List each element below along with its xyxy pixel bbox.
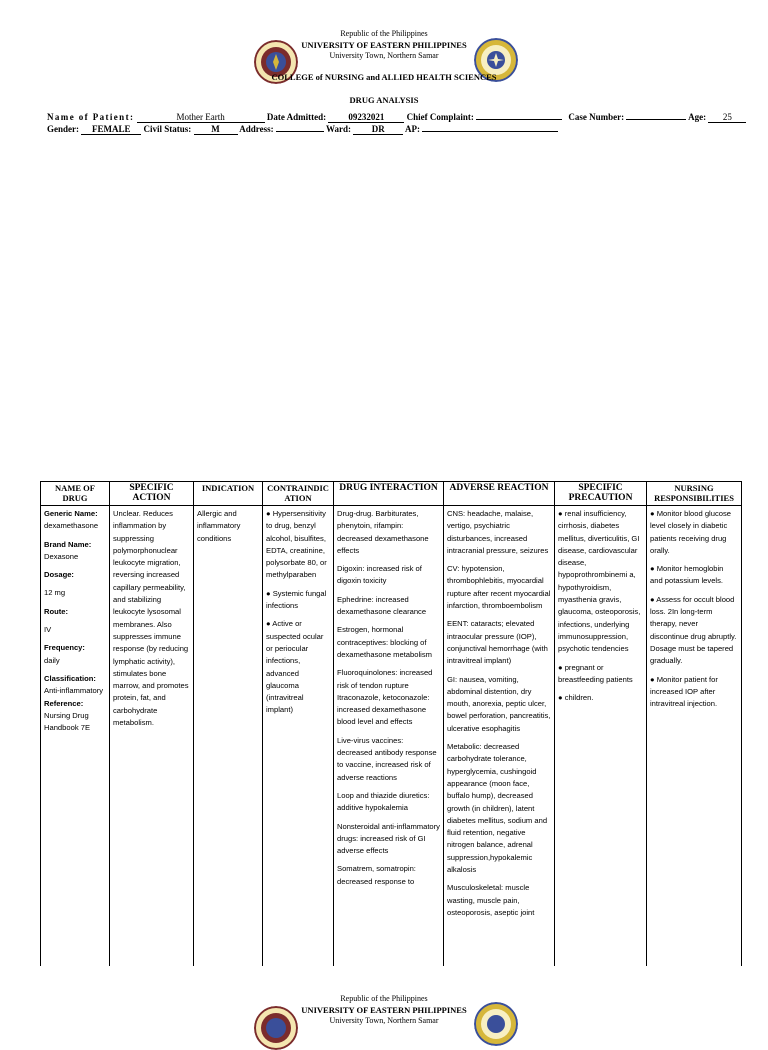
ward-value: DR <box>353 124 403 135</box>
university-location: University Town, Northern Samar <box>329 51 439 60</box>
list-item: Metabolic: decreased carbohydrate tolerance, hyperglycemia, cushingoid appearance (moon face, buffalo hump), decreased growth (in children), latent diabetes mellitus, sodium and fluid retention, negative nitrogen balance, adrenal suppression,hypokalemic alkalosis <box>447 742 548 875</box>
university-name: UNIVERSITY OF EASTERN PHILIPPINES <box>301 40 467 50</box>
date-admitted-value: 09232021 <box>328 112 404 123</box>
cell-specific-precaution <box>555 506 647 967</box>
list-item: CNS: headache, malaise, vertigo, psychiatric disturbances, increased intracranial pressure, seizures <box>447 509 549 555</box>
university-location-page-2: University Town, Northern Samar <box>329 1016 439 1025</box>
chief-complaint-label: Chief Complaint: <box>406 112 474 122</box>
header-indication: INDICATION <box>194 482 263 506</box>
cell-specific-action <box>110 506 194 967</box>
drug-analysis-table <box>40 481 742 966</box>
list-item: ● Active or suspected ocular or periocular infections, advanced glaucoma (intravitreal implant) <box>266 619 324 715</box>
age-label: Age: <box>688 112 707 122</box>
date-admitted-label: Date Admitted: <box>266 112 327 122</box>
list-item: ● Hypersensitivity to drug, benzyl alcohol, bisulfites, EDTA, creatinine, polysorbate 80, or methylparaben <box>266 509 327 580</box>
list-item: ● children. <box>558 693 594 703</box>
address-label: Address: <box>239 124 274 134</box>
brand-name-value: Dexasone <box>44 551 79 561</box>
cell-drug-name <box>41 506 110 967</box>
table-header-row <box>41 482 742 506</box>
university-name-page-2: UNIVERSITY OF EASTERN PHILIPPINES <box>301 1005 467 1015</box>
indication-text: Allergic and inflammatory conditions <box>197 509 241 543</box>
header-specific-precaution: SPECIFIC PRECAUTION <box>555 482 647 506</box>
patient-row-1 <box>47 112 746 123</box>
patient-name-value: Mother Earth <box>137 112 265 123</box>
header-contraindication: CONTRAINDIC ATION <box>263 482 334 506</box>
brand-name-label: Brand Name: <box>44 539 92 549</box>
republic-line: Republic of the Philippines <box>340 29 428 38</box>
civil-status-label: Civil Status: <box>143 124 192 134</box>
patient-row-2 <box>47 124 558 135</box>
list-item: Nonsteroidal anti-inflammatory drugs: increased risk of GI adverse effects <box>337 821 440 856</box>
list-item: Estrogen, hormonal contraceptives: blocking of dexamethasone metabolism <box>337 625 432 659</box>
list-item: Ephedrine: increased dexamethasone clearance <box>337 594 427 617</box>
table-row <box>41 506 742 967</box>
cell-adverse-reaction <box>444 506 555 967</box>
case-number-value <box>626 119 686 120</box>
header-specific-action: SPECIFIC ACTION <box>110 482 194 506</box>
list-item: Loop and thiazide diuretics: additive hypokalemia <box>337 790 430 813</box>
list-item: Drug-drug. Barbiturates, phenytoin, rifampin: decreased dexamethasone effects <box>337 509 429 555</box>
header-nursing-responsibilities: NURSING RESPONSIBILITIES <box>647 482 742 506</box>
list-item: ● Monitor patient for increased IOP after intravitreal injection. <box>650 674 718 709</box>
address-value <box>276 131 324 132</box>
list-item: ● Assess for occult blood loss. 2In long-term therapy, never discontinue drug abruptly. Dosage must be tapered gradually. <box>650 594 737 666</box>
list-item: CV: hypotension, thrombophlebitis, myocardial rupture after recent myocardial infarction, thromboembolism <box>447 564 551 611</box>
specific-action-text: Unclear. Reduces inflammation by suppressing polymorphonuclear leukocyte migration, reversing increased capillary permeability, and stabilizing leukocyte lysosomal membranes. Also suppresses immune response (by reducing lymphatic activity), stimulates bone marrow, and promotes protein, fat, and carbohydrate metabolism. <box>113 509 189 728</box>
cell-indication <box>194 506 263 967</box>
classification-label: Classification: <box>44 673 96 683</box>
reference-label: Reference: <box>44 698 84 708</box>
list-item: ● Systemic fungal infections <box>266 588 327 611</box>
frequency-label: Frequency: <box>44 643 85 653</box>
frequency-value: daily <box>44 655 60 665</box>
gender-value: FEMALE <box>81 124 141 135</box>
chief-complaint-value <box>476 119 562 120</box>
cell-nursing-responsibilities <box>647 506 742 967</box>
list-item: Somatrem, somatropin: decreased response to <box>337 864 416 886</box>
list-item: Fluoroquinolones: increased risk of tendon rupture Itraconazole, ketoconazole: increased dexamethasone blood level and effects <box>337 668 433 727</box>
college-name: COLLEGE of NURSING and ALLIED HEALTH SCIENCES <box>271 72 497 82</box>
header-drug-interaction: DRUG INTERACTION <box>334 482 444 506</box>
list-item: EENT: cataracts; elevated intraocular pressure (IOP), conjunctival hemorrhage (with intravitreal implant) <box>447 619 548 666</box>
route-label: Route: <box>44 606 69 616</box>
list-item: ● Monitor hemoglobin and potassium levels. <box>650 564 724 586</box>
dosage-value: 12 mg <box>44 588 66 598</box>
case-number-label: Case Number: <box>568 112 625 122</box>
ap-value <box>422 131 558 132</box>
republic-line-page-2: Republic of the Philippines <box>340 994 428 1003</box>
route-value: IV <box>44 625 52 635</box>
generic-name-value: dexamethasone <box>44 521 99 531</box>
civil-status-value: M <box>194 124 238 135</box>
generic-name-label: Generic Name: <box>44 509 98 518</box>
classification-value: Anti-inflammatory <box>44 686 104 696</box>
patient-name-label: Name of Patient: <box>47 112 135 122</box>
ap-label: AP: <box>405 124 420 134</box>
list-item: ● renal insufficiency, cirrhosis, diabetes mellitus, diverticulitis, GI disease, cardiovascular disease, hypoprothrombinemi a, hypothyroidism, myasthenia gravis, glaucoma, osteoporosis, infections, underlying immunosuppression, psychotic tendencies <box>558 509 641 654</box>
list-item: Live-virus vaccines: decreased antibody response to vaccine, increased risk of adverse reactions <box>337 735 437 782</box>
list-item: ● Monitor blood glucose level closely in diabetic patients receiving drug orally. <box>650 509 731 555</box>
reference-value: Nursing Drug Handbook 7E <box>44 710 91 733</box>
list-item: ● pregnant or breastfeeding patients <box>558 662 633 684</box>
list-item: Musculoskeletal: muscle wasting, muscle pain, osteoporosis, aseptic joint <box>447 883 535 917</box>
list-item: Digoxin: increased risk of digoxin toxicity <box>337 564 422 586</box>
cell-contraindication <box>263 506 334 967</box>
ward-label: Ward: <box>325 124 351 134</box>
cell-drug-interaction <box>334 506 444 967</box>
age-value: 25 <box>708 112 746 123</box>
gender-label: Gender: <box>47 124 79 134</box>
header-name-of-drug: NAME OF DRUG <box>41 482 110 506</box>
header-adverse-reaction: ADVERSE REACTION <box>444 482 555 506</box>
document-title: DRUG ANALYSIS <box>349 95 419 105</box>
dosage-label: Dosage: <box>44 570 74 580</box>
list-item: GI: nausea, vomiting, abdominal distention, dry mouth, anorexia, peptic ulcer, bowel perforation, pancreatitis, ulcerative esophagitis <box>447 674 551 733</box>
